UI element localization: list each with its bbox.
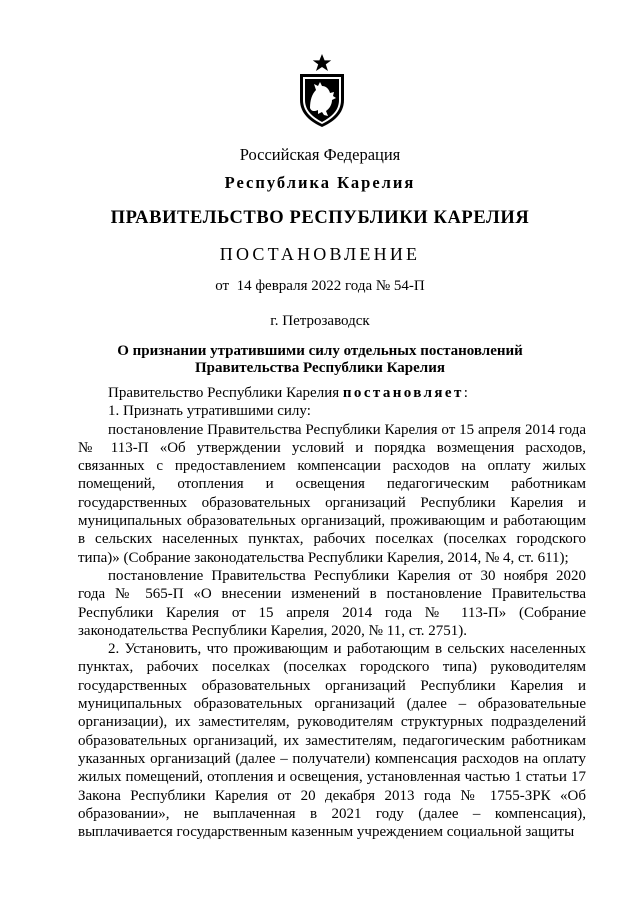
karelia-coat-of-arms-icon: [296, 52, 348, 128]
decree-body: [78, 384, 586, 841]
subject-line-2: Правительства Республики Карелия: [195, 360, 445, 376]
country-name: Российская Федерация: [239, 145, 401, 164]
city-name: г. Петрозаводск: [270, 313, 370, 329]
decree-date-number: от 14 февраля 2022 года № 54-П: [215, 278, 425, 294]
intro-lead: Правительство Республики Карелия: [108, 385, 343, 401]
subject-line-1: О признании утратившими силу отдельных постановлений: [117, 343, 523, 359]
paragraph-decree-2020: постановление Правительства Республики Карелия от 30 ноября 2020 года № 565-П «О внесении изменений в постановление Правительства Республики Карелия от 15 апреля 2014 года № 113-П» (Собрание законодательства Республики Карелия, 2020, № 11, ст. 2751).: [78, 567, 586, 639]
intro-keyword: постановляет: [342, 385, 464, 401]
paragraph-decree-2014: постановление Правительства Республики Карелия от 15 апреля 2014 года № 113-П «Об утверждении условий и порядка возмещения расходов, связанных с предоставлением компенсации расходов на оплату жилых помещений, отопления и освещения педагогическим работникам государственных образовательных организаций Республики Карелия и муниципальных образовательных организаций, проживающим и работающим в сельских населенных пунктах, рабочих поселках (поселках городского типа)» (Собрание законодательства Республики Карелия, 2014, № 4, ст. 611);: [78, 421, 586, 566]
document-type: ПОСТАНОВЛЕНИЕ: [219, 244, 421, 264]
intro-colon: :: [463, 385, 468, 401]
republic-name: Республика Карелия: [224, 173, 416, 192]
paragraph-item-2: 2. Установить, что проживающим и работающим в сельских населенных пунктах, рабочих поселках (поселках городского типа) руководителям государственных образовательных организаций Республики Карелия и муниципальных образовательных организаций (далее – образовательные организации), их заместителям, руководителям структурных подразделений образовательных организаций, их заместителям, педагогическим работникам указанных организаций (далее – получатели) компенсация расходов на оплату жилых помещений, отопления и освещения, установленная частью 1 статьи 17 Закона Республики Карелия от 20 декабря 2013 года № 1755-ЗРК «Об образовании», не выплаченная в 2021 году (далее – компенсация), выплачивается государственным казенным учреждением социальной защиты: [78, 641, 586, 841]
paragraph-item-1: 1. Признать утратившими силу:: [108, 403, 311, 420]
decree-subject: [0, 343, 640, 377]
intro-paragraph: [78, 384, 586, 402]
government-title: ПРАВИТЕЛЬСТВО РЕСПУБЛИКИ КАРЕЛИЯ: [110, 208, 530, 228]
